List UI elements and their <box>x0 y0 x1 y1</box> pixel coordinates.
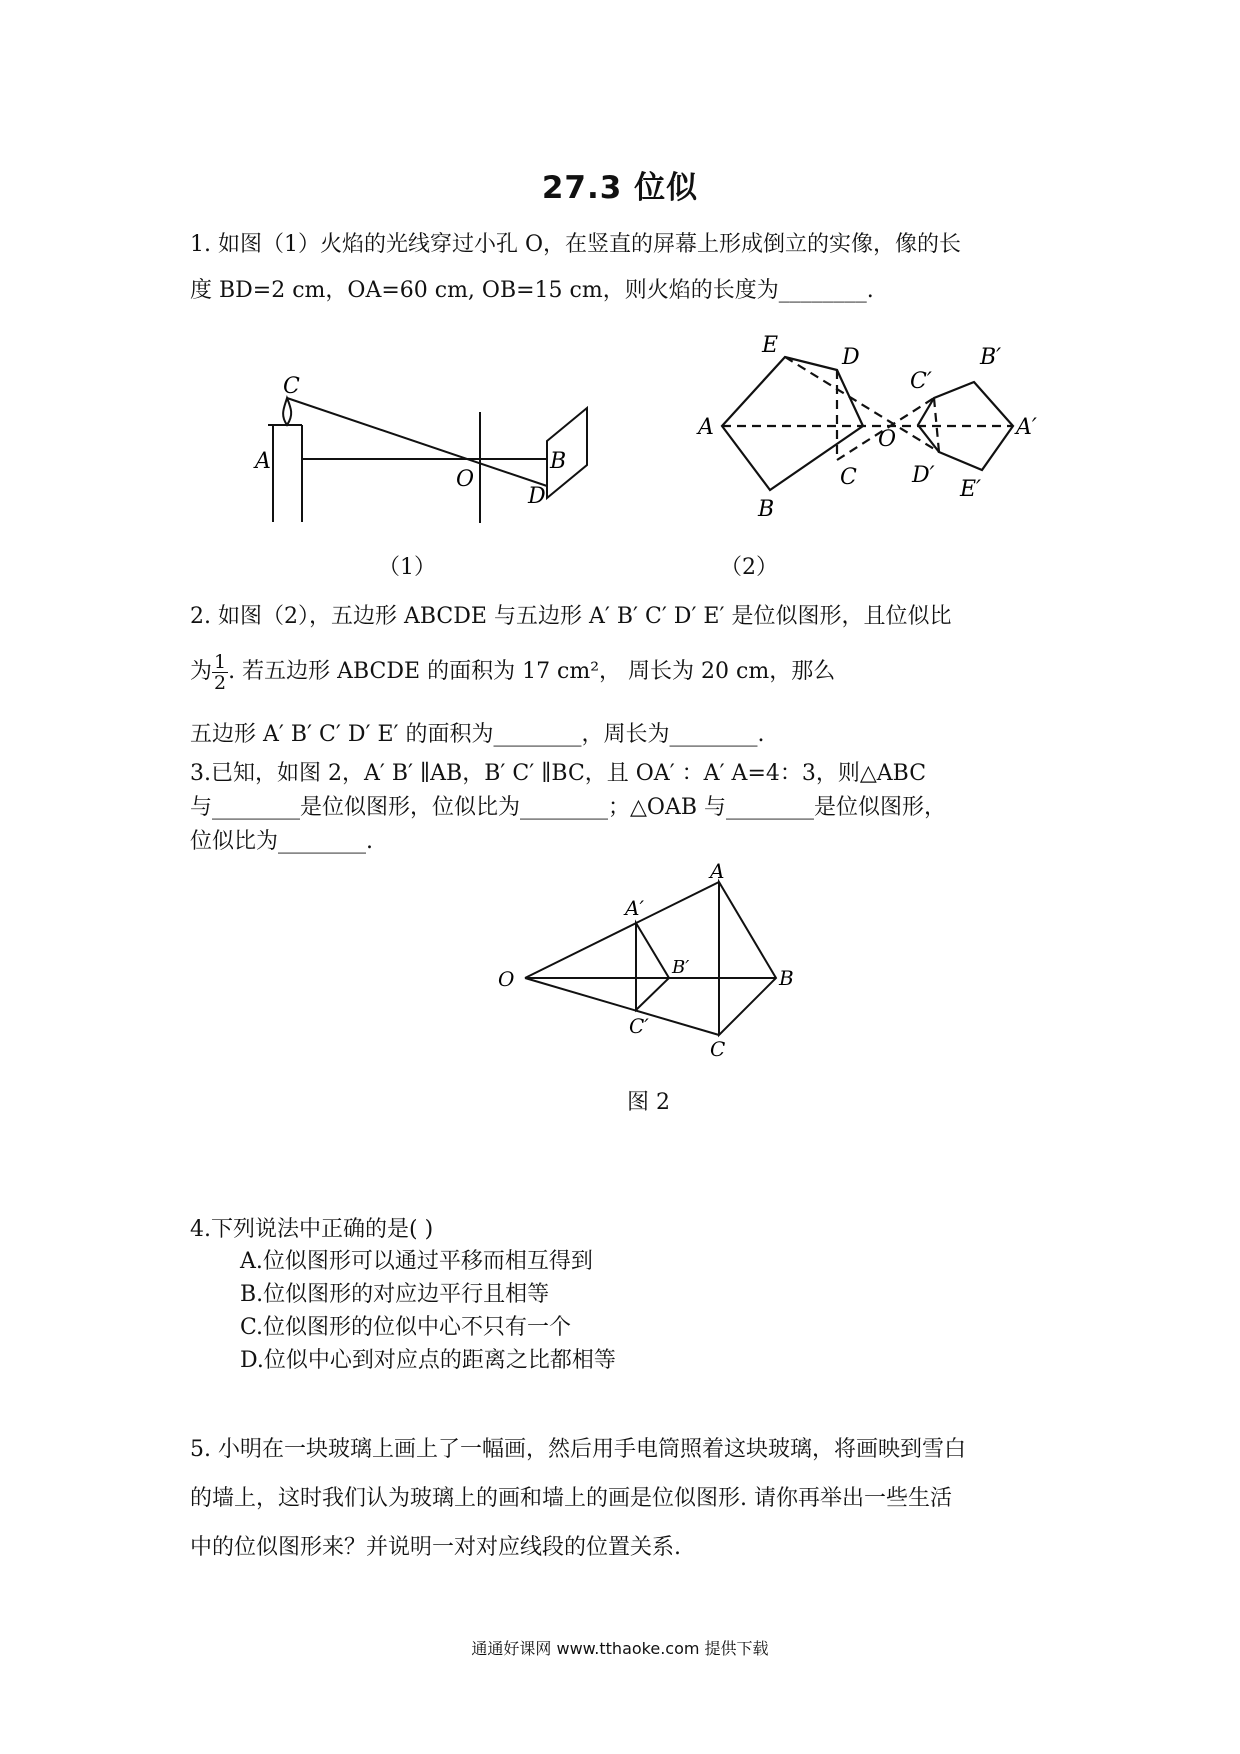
fig3-label-b-prime: B′ <box>672 957 690 978</box>
fig3-label-c: C <box>710 1037 726 1060</box>
triangle-a2b2c2 <box>636 923 669 1010</box>
flame-shape <box>283 398 291 425</box>
footer-source: 通通好课网 www.tthaoke.com 提供下载 <box>471 1639 769 1658</box>
ray-c-to-d <box>287 398 547 486</box>
question-2-line-2 <box>190 650 835 694</box>
question-4-option-a: A.位似图形可以通过平移而相互得到 <box>240 1249 593 1274</box>
fig1-label-o: O <box>456 467 475 492</box>
triangle-abc <box>719 882 776 1035</box>
question-4-stem: 4.下列说法中正确的是( ) <box>190 1217 434 1242</box>
question-5-line-3: 中的位似图形来？并说明一对对应线段的位置关系. <box>190 1535 681 1560</box>
figure-1-caption: （1） <box>378 555 436 580</box>
question-2-prefix: 为 <box>190 659 213 684</box>
question-3-line-2: 与________是位似图形，位似比为________；△OAB 与________是位似图形， <box>190 795 947 820</box>
figure-3-homothetic-triangles <box>495 860 805 1060</box>
fraction-numerator: 1 <box>214 650 227 673</box>
fig2-label-b: B <box>758 497 775 522</box>
fig2-label-a: A <box>698 415 714 440</box>
fig1-label-a: A <box>255 449 271 474</box>
question-2-rest: . 若五边形 ABCDE 的面积为 17 cm²， 周长为 20 cm，那么 <box>228 659 836 684</box>
question-4-option-d: D.位似中心到对应点的距离之比都相等 <box>240 1348 616 1373</box>
page-title: 27.3 位似 <box>541 170 699 206</box>
fig2-label-c-prime: C′ <box>910 369 932 394</box>
figure-3-caption: 图 2 <box>627 1090 670 1115</box>
fig2-label-a-prime: A′ <box>1016 415 1037 440</box>
figure-2-homothetic-pentagons <box>690 330 1050 530</box>
fig1-label-c: C <box>283 374 300 399</box>
fig2-label-e: E <box>762 333 779 358</box>
question-4-option-c: C.位似图形的位似中心不只有一个 <box>240 1315 572 1340</box>
question-2-line-1: 2. 如图（2），五边形 ABCDE 与五边形 A′ B′ C′ D′ E′ 是位似图形，且位似比 <box>190 604 952 629</box>
fraction-denominator: 2 <box>214 671 227 694</box>
ratio-fraction <box>212 652 228 693</box>
fig1-label-b: B <box>550 449 567 474</box>
question-4-option-b: B.位似图形的对应边平行且相等 <box>240 1282 550 1307</box>
question-3-line-3: 位似比为________. <box>190 829 373 854</box>
question-2-line-3: 五边形 A′ B′ C′ D′ E′ 的面积为________，周长为________. <box>190 722 765 747</box>
fig2-label-c: C <box>840 465 857 490</box>
line-o-a <box>525 882 719 978</box>
fig2-label-d-prime: D′ <box>912 463 935 488</box>
fig3-label-o: O <box>498 967 515 991</box>
figure-1-pinhole-diagram <box>250 370 610 540</box>
question-1-line-2: 度 BD=2 cm，OA=60 cm, OB=15 cm，则火焰的长度为________. <box>190 278 874 303</box>
line-o-c <box>525 978 719 1035</box>
fig2-label-e-prime: E′ <box>960 477 982 502</box>
fig2-label-b-prime: B′ <box>980 345 1002 370</box>
question-1-line-1: 1. 如图（1）火焰的光线穿过小孔 O，在竖直的屏幕上形成倒立的实像，像的长 <box>190 232 962 257</box>
fig3-label-b: B <box>779 966 794 990</box>
figure-2-caption: （2） <box>720 555 778 580</box>
fig2-label-o: O <box>878 427 897 452</box>
fig3-label-a: A <box>710 860 725 883</box>
question-3-line-1: 3.已知，如图 2，A′ B′ ∥AB，B′ C′ ∥BC，且 OA′ ：A′ A=4：3，则△ABC <box>190 761 927 786</box>
fig3-label-a-prime: A′ <box>625 896 644 920</box>
question-5-line-2: 的墙上，这时我们认为玻璃上的画和墙上的画是位似图形. 请你再举出一些生活 <box>190 1486 952 1511</box>
fig1-label-d: D <box>528 484 546 509</box>
fig3-label-c-prime: C′ <box>629 1014 649 1038</box>
fig2-label-d: D <box>842 345 860 370</box>
question-5-line-1: 5. 小明在一块玻璃上画上了一幅画，然后用手电筒照着这块玻璃，将画映到雪白 <box>190 1437 966 1462</box>
